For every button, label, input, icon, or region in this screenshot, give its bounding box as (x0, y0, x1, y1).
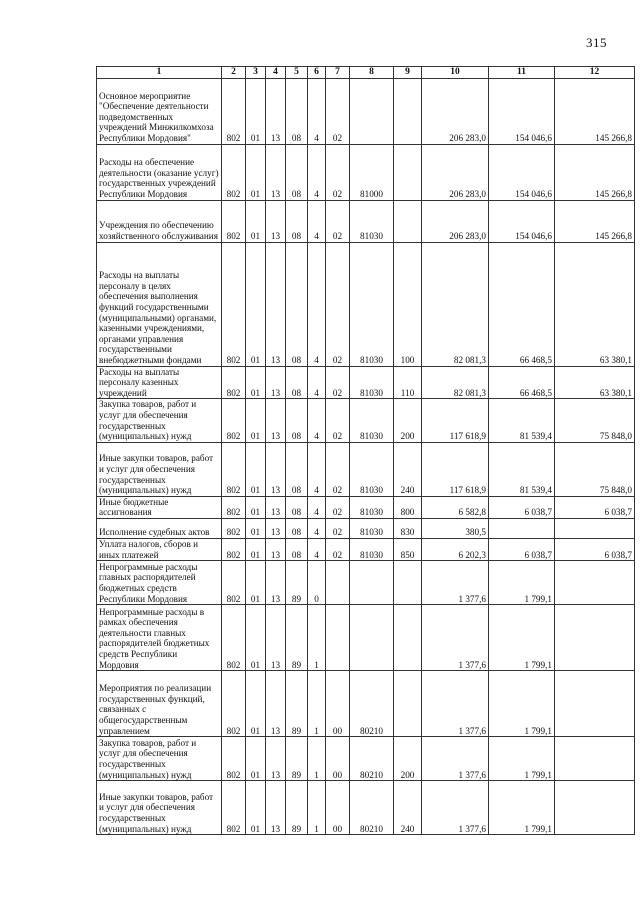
cell-c10: 1 377,6 (422, 605, 489, 671)
expense-name-cell: Закупка товаров, работ и услуг для обеспечения государственных (муниципальных) нужд (97, 399, 222, 442)
cell-c2: 802 (222, 496, 246, 518)
cell-c5: 89 (286, 671, 308, 737)
cell-c10: 206 283,0 (422, 200, 489, 242)
header-row (97, 67, 635, 79)
cell-c12: 145 266,8 (555, 200, 635, 242)
cell-c8: 81030 (350, 242, 394, 366)
cell-c2: 802 (222, 671, 246, 737)
cell-c11: 66 468,5 (489, 366, 555, 399)
cell-c8 (350, 605, 394, 671)
expense-name-cell: Основное мероприятие "Обеспечение деятельности подведомственных учреждений Минжилкомхоза Республики Мордовия" (97, 78, 222, 144)
table-row (97, 144, 635, 200)
table-row (97, 518, 635, 538)
cell-c4: 13 (266, 538, 286, 560)
cell-c11: 154 046,6 (489, 144, 555, 200)
cell-c11: 154 046,6 (489, 200, 555, 242)
cell-c5: 89 (286, 737, 308, 781)
cell-c4: 13 (266, 561, 286, 605)
cell-c10: 117 618,9 (422, 399, 489, 442)
column-header-1: 1 (97, 67, 222, 79)
cell-c2: 802 (222, 538, 246, 560)
cell-c2: 802 (222, 605, 246, 671)
cell-c4: 13 (266, 399, 286, 442)
cell-c3: 01 (246, 605, 266, 671)
cell-c11 (489, 518, 555, 538)
cell-c10: 1 377,6 (422, 781, 489, 835)
column-header-6: 6 (308, 67, 326, 79)
expense-name-cell: Иные бюджетные ассигнования (97, 496, 222, 518)
cell-c4: 13 (266, 737, 286, 781)
cell-c5: 08 (286, 366, 308, 399)
table-body (97, 78, 635, 835)
cell-c2: 802 (222, 144, 246, 200)
cell-c5: 08 (286, 496, 308, 518)
table-row (97, 737, 635, 781)
cell-c9: 240 (394, 781, 422, 835)
column-header-9: 9 (394, 67, 422, 79)
cell-c10: 206 283,0 (422, 78, 489, 144)
cell-c12: 6 038,7 (555, 496, 635, 518)
cell-c7: 02 (326, 144, 350, 200)
cell-c3: 01 (246, 200, 266, 242)
cell-c8: 81030 (350, 200, 394, 242)
cell-c9: 830 (394, 518, 422, 538)
cell-c10: 6 202,3 (422, 538, 489, 560)
cell-c12: 145 266,8 (555, 78, 635, 144)
cell-c3: 01 (246, 399, 266, 442)
expense-name-cell: Закупка товаров, работ и услуг для обеспечения государственных (муниципальных) нужд (97, 737, 222, 781)
cell-c3: 01 (246, 737, 266, 781)
expense-name-cell: Уплата налогов, сборов и иных платежей (97, 538, 222, 560)
cell-c11: 81 539,4 (489, 399, 555, 442)
cell-c6: 0 (308, 561, 326, 605)
expense-name-cell: Исполнение судебных актов (97, 518, 222, 538)
cell-c11: 81 539,4 (489, 442, 555, 496)
column-header-8: 8 (350, 67, 394, 79)
cell-c3: 01 (246, 561, 266, 605)
cell-c11: 1 799,1 (489, 671, 555, 737)
expense-name-cell: Расходы на выплаты персоналу в целях обеспечения выполнения функций государственными (муниципальными) органами, казенными учреждениями, органами управления государственными внебюджетными фондами (97, 242, 222, 366)
cell-c12 (555, 671, 635, 737)
cell-c12: 63 380,1 (555, 366, 635, 399)
cell-c7 (326, 561, 350, 605)
cell-c8: 81030 (350, 442, 394, 496)
cell-c4: 13 (266, 605, 286, 671)
cell-c6: 4 (308, 200, 326, 242)
cell-c10: 206 283,0 (422, 144, 489, 200)
table-row (97, 366, 635, 399)
cell-c7: 02 (326, 496, 350, 518)
cell-c7: 02 (326, 78, 350, 144)
cell-c10: 1 377,6 (422, 737, 489, 781)
table-row (97, 671, 635, 737)
cell-c8 (350, 78, 394, 144)
cell-c6: 1 (308, 737, 326, 781)
cell-c12: 145 266,8 (555, 144, 635, 200)
cell-c6: 4 (308, 242, 326, 366)
table-row (97, 781, 635, 835)
cell-c10: 82 081,3 (422, 366, 489, 399)
cell-c4: 13 (266, 200, 286, 242)
cell-c6: 4 (308, 144, 326, 200)
cell-c11: 154 046,6 (489, 78, 555, 144)
cell-c8: 81030 (350, 538, 394, 560)
cell-c4: 13 (266, 671, 286, 737)
column-header-3: 3 (246, 67, 266, 79)
cell-c7: 00 (326, 737, 350, 781)
column-header-7: 7 (326, 67, 350, 79)
cell-c4: 13 (266, 781, 286, 835)
cell-c12: 75 848,0 (555, 399, 635, 442)
cell-c4: 13 (266, 78, 286, 144)
cell-c3: 01 (246, 496, 266, 518)
cell-c7: 02 (326, 200, 350, 242)
column-header-11: 11 (489, 67, 555, 79)
table-row (97, 605, 635, 671)
cell-c6: 1 (308, 781, 326, 835)
cell-c4: 13 (266, 496, 286, 518)
budget-table (96, 66, 635, 835)
cell-c2: 802 (222, 399, 246, 442)
expense-name-cell: Иные закупки товаров, работ и услуг для обеспечения государственных (муниципальных) нужд (97, 442, 222, 496)
cell-c2: 802 (222, 737, 246, 781)
cell-c7: 02 (326, 366, 350, 399)
cell-c9 (394, 200, 422, 242)
table-row (97, 242, 635, 366)
cell-c3: 01 (246, 242, 266, 366)
page-number: 315 (586, 35, 607, 50)
cell-c11: 1 799,1 (489, 605, 555, 671)
cell-c8: 81030 (350, 518, 394, 538)
column-header-2: 2 (222, 67, 246, 79)
cell-c5: 89 (286, 605, 308, 671)
cell-c4: 13 (266, 442, 286, 496)
cell-c3: 01 (246, 671, 266, 737)
cell-c5: 08 (286, 518, 308, 538)
cell-c6: 4 (308, 366, 326, 399)
cell-c8: 81030 (350, 496, 394, 518)
cell-c10: 1 377,6 (422, 671, 489, 737)
cell-c3: 01 (246, 442, 266, 496)
cell-c9: 800 (394, 496, 422, 518)
cell-c9 (394, 561, 422, 605)
cell-c9: 100 (394, 242, 422, 366)
cell-c6: 4 (308, 442, 326, 496)
cell-c8: 81030 (350, 399, 394, 442)
cell-c7 (326, 605, 350, 671)
cell-c7: 02 (326, 399, 350, 442)
cell-c11: 6 038,7 (489, 538, 555, 560)
cell-c9 (394, 144, 422, 200)
cell-c5: 08 (286, 200, 308, 242)
expense-name-cell: Учреждения по обеспечению хозяйственного обслуживания (97, 200, 222, 242)
cell-c12: 6 038,7 (555, 538, 635, 560)
cell-c2: 802 (222, 366, 246, 399)
cell-c6: 4 (308, 518, 326, 538)
table-row (97, 538, 635, 560)
cell-c6: 1 (308, 671, 326, 737)
cell-c11: 1 799,1 (489, 561, 555, 605)
table-row (97, 399, 635, 442)
column-header-12: 12 (555, 67, 635, 79)
cell-c5: 08 (286, 399, 308, 442)
cell-c12: 75 848,0 (555, 442, 635, 496)
cell-c7: 02 (326, 242, 350, 366)
cell-c6: 4 (308, 538, 326, 560)
cell-c6: 4 (308, 496, 326, 518)
cell-c6: 4 (308, 78, 326, 144)
cell-c10: 117 618,9 (422, 442, 489, 496)
cell-c9 (394, 671, 422, 737)
cell-c6: 1 (308, 605, 326, 671)
cell-c9 (394, 605, 422, 671)
cell-c11: 6 038,7 (489, 496, 555, 518)
cell-c12 (555, 781, 635, 835)
cell-c4: 13 (266, 518, 286, 538)
cell-c9: 850 (394, 538, 422, 560)
cell-c4: 13 (266, 242, 286, 366)
expense-name-cell: Непрограммные расходы в рамках обеспечения деятельности главных распорядителей бюджетных средств Республики Мордовия (97, 605, 222, 671)
column-header-5: 5 (286, 67, 308, 79)
cell-c5: 89 (286, 561, 308, 605)
cell-c12 (555, 518, 635, 538)
cell-c6: 4 (308, 399, 326, 442)
cell-c4: 13 (266, 366, 286, 399)
cell-c3: 01 (246, 538, 266, 560)
cell-c8: 81000 (350, 144, 394, 200)
cell-c2: 802 (222, 200, 246, 242)
cell-c11: 66 468,5 (489, 242, 555, 366)
cell-c11: 1 799,1 (489, 737, 555, 781)
cell-c10: 1 377,6 (422, 561, 489, 605)
cell-c7: 02 (326, 518, 350, 538)
cell-c12 (555, 737, 635, 781)
column-header-4: 4 (266, 67, 286, 79)
cell-c2: 802 (222, 518, 246, 538)
cell-c5: 08 (286, 538, 308, 560)
cell-c9: 110 (394, 366, 422, 399)
cell-c5: 89 (286, 781, 308, 835)
cell-c2: 802 (222, 442, 246, 496)
expense-name-cell: Непрограммные расходы главных распорядителей бюджетных средств Республики Мордовия (97, 561, 222, 605)
table-row (97, 496, 635, 518)
expense-name-cell: Мероприятия по реализации государственных функций, связанных с общегосударственным управлением (97, 671, 222, 737)
table-row (97, 78, 635, 144)
cell-c8 (350, 561, 394, 605)
cell-c2: 802 (222, 242, 246, 366)
cell-c8: 81030 (350, 366, 394, 399)
cell-c5: 08 (286, 144, 308, 200)
cell-c7: 02 (326, 538, 350, 560)
cell-c4: 13 (266, 144, 286, 200)
cell-c9 (394, 78, 422, 144)
cell-c9: 200 (394, 399, 422, 442)
cell-c8: 80210 (350, 737, 394, 781)
cell-c2: 802 (222, 78, 246, 144)
cell-c11: 1 799,1 (489, 781, 555, 835)
cell-c10: 380,5 (422, 518, 489, 538)
table-row (97, 200, 635, 242)
cell-c9: 240 (394, 442, 422, 496)
cell-c3: 01 (246, 781, 266, 835)
cell-c12: 63 380,1 (555, 242, 635, 366)
cell-c2: 802 (222, 561, 246, 605)
cell-c7: 02 (326, 442, 350, 496)
expense-name-cell: Расходы на выплаты персоналу казенных учреждений (97, 366, 222, 399)
table-row (97, 561, 635, 605)
cell-c5: 08 (286, 242, 308, 366)
cell-c8: 80210 (350, 671, 394, 737)
cell-c3: 01 (246, 366, 266, 399)
cell-c9: 200 (394, 737, 422, 781)
cell-c7: 00 (326, 671, 350, 737)
cell-c7: 00 (326, 781, 350, 835)
cell-c5: 08 (286, 78, 308, 144)
cell-c3: 01 (246, 144, 266, 200)
cell-c12 (555, 561, 635, 605)
cell-c12 (555, 605, 635, 671)
cell-c10: 82 081,3 (422, 242, 489, 366)
cell-c10: 6 582,8 (422, 496, 489, 518)
cell-c5: 08 (286, 442, 308, 496)
cell-c2: 802 (222, 781, 246, 835)
expense-name-cell: Расходы на обеспечение деятельности (оказание услуг) государственных учреждений Республики Мордовия (97, 144, 222, 200)
cell-c3: 01 (246, 78, 266, 144)
column-header-10: 10 (422, 67, 489, 79)
cell-c3: 01 (246, 518, 266, 538)
cell-c8: 80210 (350, 781, 394, 835)
expense-name-cell: Иные закупки товаров, работ и услуг для обеспечения государственных (муниципальных) нужд (97, 781, 222, 835)
table-row (97, 442, 635, 496)
